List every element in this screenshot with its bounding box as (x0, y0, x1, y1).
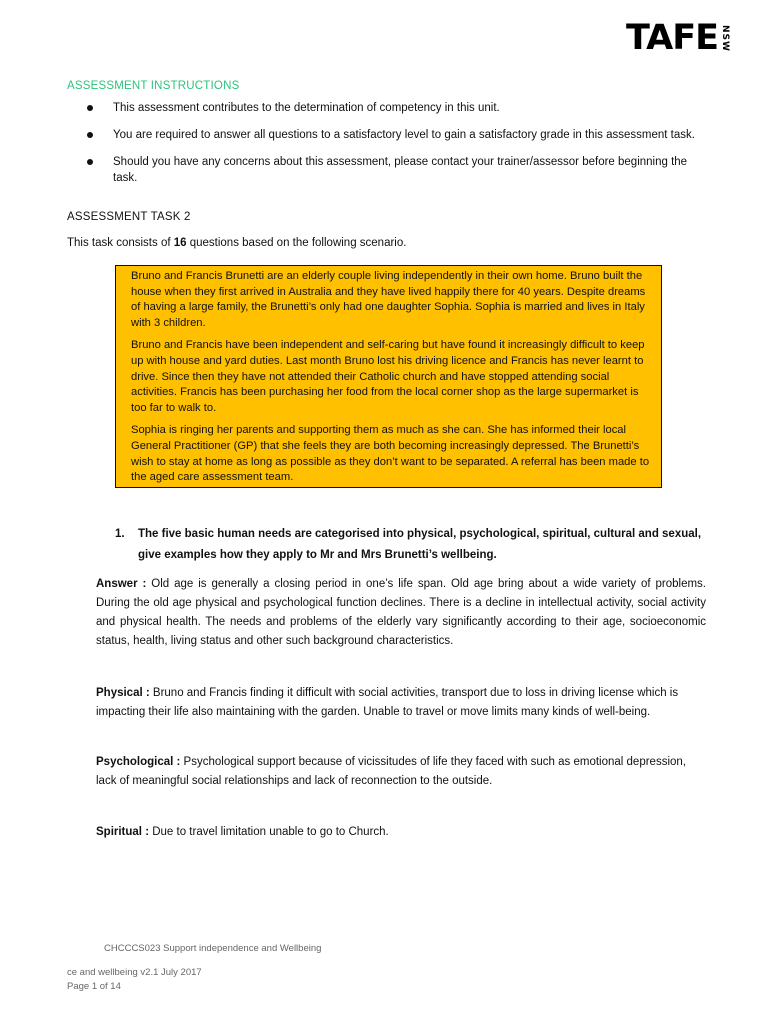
answer-label: Answer : (96, 578, 147, 590)
instruction-item (67, 100, 707, 116)
footer-version: ce and wellbeing v2.1 July 2017 (67, 967, 202, 978)
scenario-paragraph: Bruno and Francis Brunetti are an elderly couple living independently in their own home. Bruno built the house when they first arrived in Australia and they have lived happily there for 40 years. Despite dreams of having a large family, the Brunetti’s only had one daughter Sophia. Sophia is married and lives in Italy with 3 children. (131, 270, 646, 329)
task-intro (67, 237, 406, 249)
physical-label: Physical : (96, 687, 150, 699)
answer-paragraph (96, 575, 706, 651)
instruction-item (67, 127, 707, 143)
psychological-text: Psychological support because of vicissitudes of life they faced with such as emotional depression, lack of meaningful social relationships and lack of reconnection to the outside. (96, 756, 686, 787)
instruction-text: You are required to answer all questions to a satisfactory level to gain a satisfactory grade in this assessment task. (113, 129, 695, 141)
instruction-item (67, 154, 707, 186)
logo-wordmark: TAFE (626, 18, 719, 58)
bullet-icon (87, 105, 93, 111)
footer-page-number: Page 1 of 14 (67, 981, 121, 992)
answer-text: Old age is generally a closing period in one’s life span. Old age bring about a wide variety of problems. During the old age physical and psychological function declines. There is a decline in intellectual activity, social activity and physical health. The needs and problems of the elderly vary significantly according to their age, socioeconomic status, health, living status and other such background characteristics. (96, 578, 706, 647)
instruction-text: Should you have any concerns about this assessment, please contact your trainer/assessor before beginning the task. (113, 156, 688, 184)
question-text: The five basic human needs are categorised into physical, psychological, spiritual, cultural and sexual, give examples how they apply to Mr and Mrs Brunetti’s wellbeing. (138, 528, 702, 561)
instruction-text: This assessment contributes to the determination of competency in this unit. (113, 102, 500, 114)
spiritual-label: Spiritual : (96, 826, 150, 838)
task-intro-prefix: This task consists of (67, 237, 174, 249)
psychological-label: Psychological : (96, 756, 181, 768)
instructions-list (67, 100, 707, 197)
question-1 (115, 524, 705, 566)
scenario-box (115, 265, 662, 488)
footer-unit-title: CHCCCS023 Support independence and Wellbeing (104, 943, 322, 954)
scenario-paragraph: Sophia is ringing her parents and supporting them as much as she can. She has informed their local General Practitioner (GP) that she feels they are both becoming increasingly depressed. The Brunetti’s wish to stay at home as long as possible as they don’t want to be separated. A referral has been made to the aged care assessment team. (131, 424, 650, 484)
psychological-paragraph (96, 753, 706, 791)
assessment-task-heading: ASSESSMENT TASK 2 (67, 211, 191, 223)
task-intro-suffix: questions based on the following scenario. (186, 237, 407, 249)
bullet-icon (87, 159, 93, 165)
spiritual-paragraph (96, 823, 706, 842)
scenario-paragraph: Bruno and Francis have been independent and self-caring but have found it increasingly difficult to keep up with house and yard duties. Last month Bruno lost his driving licence and Francis has never learnt to drive. Since then they have not attended their Catholic church and have stopped attending social activities. Francis has been purchasing her food from the local corner shop as the large supermarket is too far to walk to. (131, 339, 645, 414)
physical-paragraph (96, 684, 706, 722)
spiritual-text: Due to travel limitation unable to go to Church. (149, 826, 389, 838)
logo-subtext: NSW (720, 24, 731, 52)
physical-text: Bruno and Francis finding it difficult with social activities, transport due to loss in driving license which is impacting their life also maintaining with the garden. Unable to travel or move limits many kinds of well-being. (96, 687, 679, 718)
bullet-icon (87, 132, 93, 138)
assessment-instructions-heading: ASSESSMENT INSTRUCTIONS (67, 80, 240, 92)
question-count: 16 (173, 237, 187, 249)
tafe-nsw-logo (626, 20, 730, 56)
question-number: 1. (115, 528, 125, 540)
